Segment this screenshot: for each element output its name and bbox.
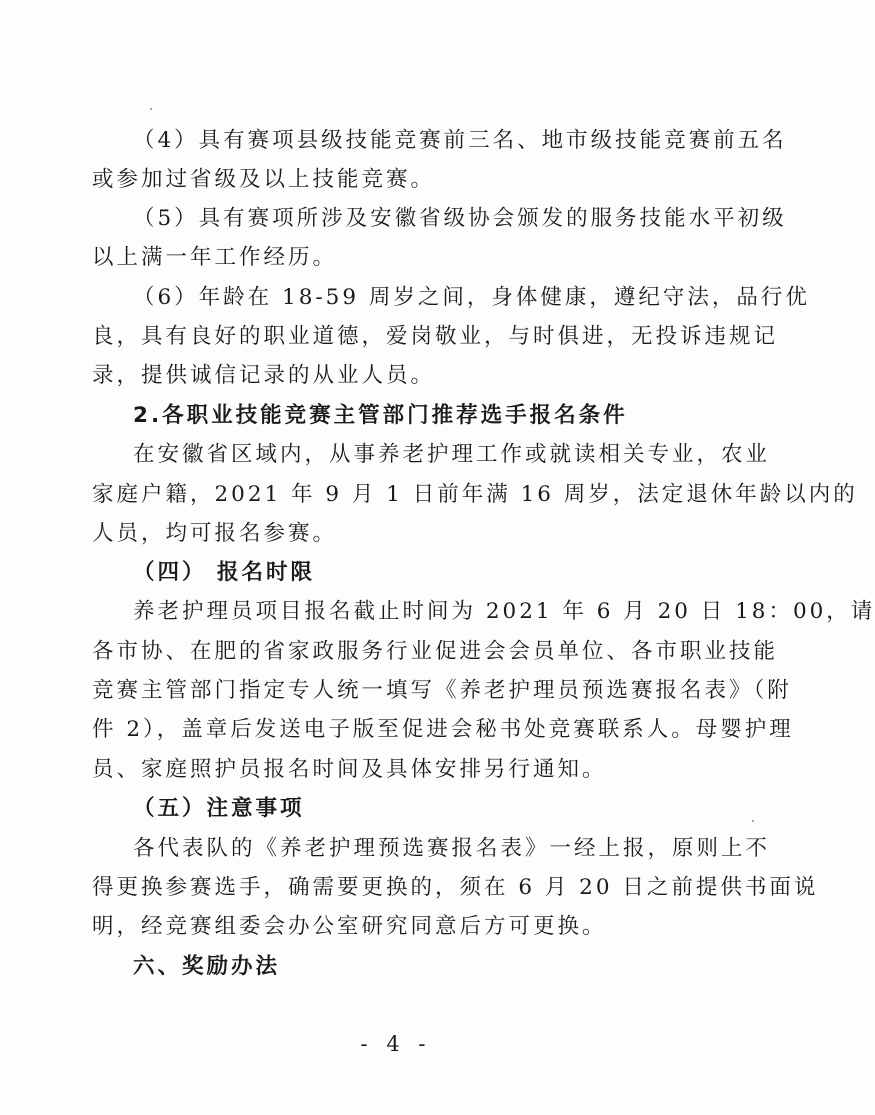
- paragraph-line: 得更换参赛选手，确需要更换的，须在 6 月 20 日之前提供书面说: [92, 875, 819, 900]
- paragraph-line: 养老护理员项目报名截止时间为 2021 年 6 月 20 日 18：00，请: [133, 599, 875, 624]
- paragraph-line: 各市协、在肥的省家政服务行业促进会会员单位、各市职业技能: [92, 639, 779, 664]
- paragraph-line: （4）具有赛项县级技能竞赛前三名、地市级技能竞赛前五名: [133, 128, 787, 153]
- paragraph-line: 人员，均可报名参赛。: [92, 521, 338, 546]
- section-heading: 六、奖励办法: [133, 954, 281, 979]
- paragraph-line: 录，提供诚信记录的从业人员。: [92, 363, 436, 388]
- page-number: - 4 -: [360, 1032, 432, 1056]
- paragraph-line: 或参加过省级及以上技能竞赛。: [92, 167, 436, 192]
- section-heading: 2.各职业技能竞赛主管部门推荐选手报名条件: [133, 403, 628, 428]
- paragraph-line: 家庭户籍，2021 年 9 月 1 日前年满 16 周岁，法定退休年龄以内的: [92, 482, 858, 507]
- paragraph-line: 各代表队的《养老护理预选赛报名表》一经上报，原则上不: [133, 836, 771, 861]
- paragraph-line: 明，经竞赛组委会办公室研究同意后方可更换。: [92, 914, 607, 939]
- scan-speck: [150, 108, 152, 110]
- paragraph-line: （6）年龄在 18-59 周岁之间，身体健康，遵纪守法，品行优: [133, 285, 810, 310]
- paragraph-line: 竞赛主管部门指定专人统一填写《养老护理员预选赛报名表》（附: [92, 678, 792, 703]
- section-heading: （四） 报名时限: [133, 560, 315, 585]
- paragraph-line: （5）具有赛项所涉及安徽省级协会颁发的服务技能水平初级: [133, 206, 787, 231]
- paragraph-line: 以上满一年工作经历。: [92, 245, 338, 270]
- paragraph-line: 在安徽省区域内，从事养老护理工作或就读相关专业，农业: [133, 442, 771, 467]
- paragraph-line: 员、家庭照护员报名时间及具体安排另行通知。: [92, 757, 607, 782]
- paragraph-line: 良，具有良好的职业道德，爱岗敬业，与时俱进，无投诉违规记: [92, 324, 779, 349]
- scan-speck: [752, 820, 754, 822]
- paragraph-line: 件 2），盖章后发送电子版至促进会秘书处竞赛联系人。母婴护理: [92, 717, 794, 742]
- section-heading: （五）注意事项: [133, 796, 305, 821]
